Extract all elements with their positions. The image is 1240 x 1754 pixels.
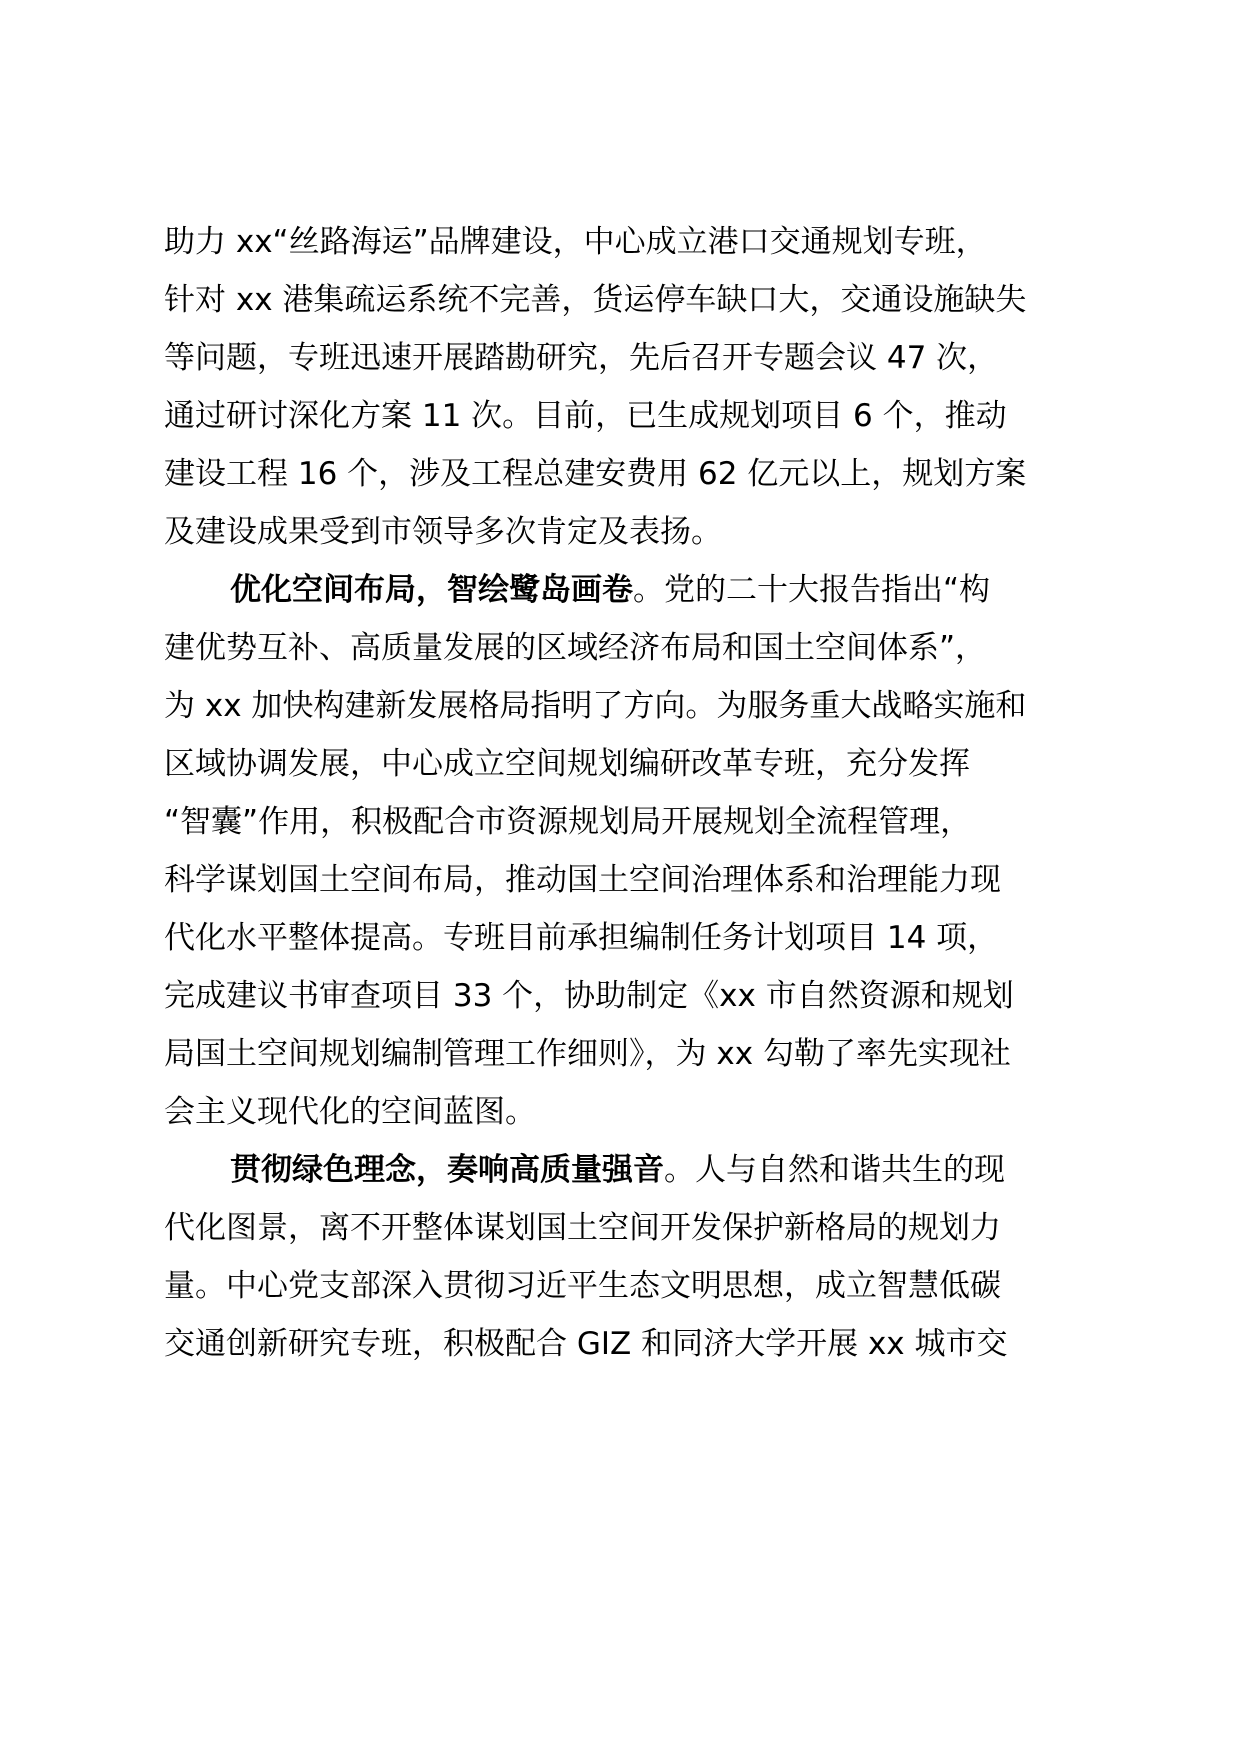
text-line bbox=[164, 1266, 1001, 1306]
line-text: 建设工程 16 个，涉及工程总建安费用 62 亿元以上，规划方案 bbox=[164, 456, 1027, 492]
text-line bbox=[164, 628, 986, 668]
text-line bbox=[164, 860, 1001, 900]
text-line bbox=[164, 1208, 1001, 1248]
line-text: 建优势互补、高质量发展的区域经济布局和国土空间体系”， bbox=[164, 630, 987, 666]
line-text: 完成建议书审查项目 33 个，协助制定《xx 市自然资源和规划 bbox=[164, 978, 1014, 1014]
text-line bbox=[164, 1034, 1011, 1074]
line-text: 区域协调发展，中心成立空间规划编研改革专班，充分发挥 bbox=[164, 746, 970, 782]
text-line bbox=[164, 802, 971, 842]
text-line bbox=[164, 338, 998, 378]
text-line bbox=[164, 222, 987, 262]
line-text: 代化水平整体提高。专班目前承担编制任务计划项目 14 项， bbox=[164, 920, 999, 956]
text-line bbox=[164, 686, 1026, 726]
paragraph-heading: 贯彻绿色理念，奏响高质量强音 bbox=[230, 1152, 664, 1188]
line-text: 通过研讨深化方案 11 次。目前，已生成规划项目 6 个，推动 bbox=[164, 398, 1007, 434]
line-text: 局国土空间规划编制管理工作细则》，为 xx 勾勒了率先实现社 bbox=[164, 1036, 1011, 1072]
text-line bbox=[164, 744, 970, 784]
paragraph-heading: 优化空间布局，智绘鹭岛画卷 bbox=[230, 572, 633, 608]
line-text: 针对 xx 港集疏运系统不完善，货运停车缺口大，交通设施缺失 bbox=[164, 282, 1027, 318]
text-line bbox=[164, 1092, 536, 1132]
paragraph-first-line bbox=[230, 1150, 1005, 1190]
line-text: 科学谋划国土空间布局，推动国土空间治理体系和治理能力现 bbox=[164, 862, 1001, 898]
text-line bbox=[164, 454, 1026, 494]
line-text: 代化图景，离不开整体谋划国土空间开发保护新格局的规划力 bbox=[164, 1210, 1001, 1246]
line-text: 及建设成果受到市领导多次肯定及表扬。 bbox=[164, 514, 722, 550]
text-line bbox=[164, 1324, 1008, 1364]
text-line bbox=[164, 918, 998, 958]
line-text: “智囊”作用，积极配合市资源规划局开展规划全流程管理， bbox=[164, 804, 972, 840]
line-text: 。人与自然和谐共生的现 bbox=[664, 1152, 1005, 1188]
text-line bbox=[164, 280, 1026, 320]
line-text: 助力 xx“丝路海运”品牌建设，中心成立港口交通规划专班， bbox=[164, 224, 987, 260]
text-line bbox=[164, 976, 1014, 1016]
line-text: 量。中心党支部深入贯彻习近平生态文明思想，成立智慧低碳 bbox=[164, 1268, 1001, 1304]
line-text: 交通创新研究专班，积极配合 GIZ 和同济大学开展 xx 城市交 bbox=[164, 1326, 1008, 1362]
line-text: 。党的二十大报告指出“构 bbox=[633, 572, 991, 608]
text-line bbox=[164, 512, 722, 552]
line-text: 等问题，专班迅速开展踏勘研究，先后召开专题会议 47 次， bbox=[164, 340, 999, 376]
line-text: 为 xx 加快构建新发展格局指明了方向。为服务重大战略实施和 bbox=[164, 688, 1027, 724]
paragraph-first-line bbox=[230, 570, 990, 610]
text-line bbox=[164, 396, 1007, 436]
line-text: 会主义现代化的空间蓝图。 bbox=[164, 1094, 536, 1130]
